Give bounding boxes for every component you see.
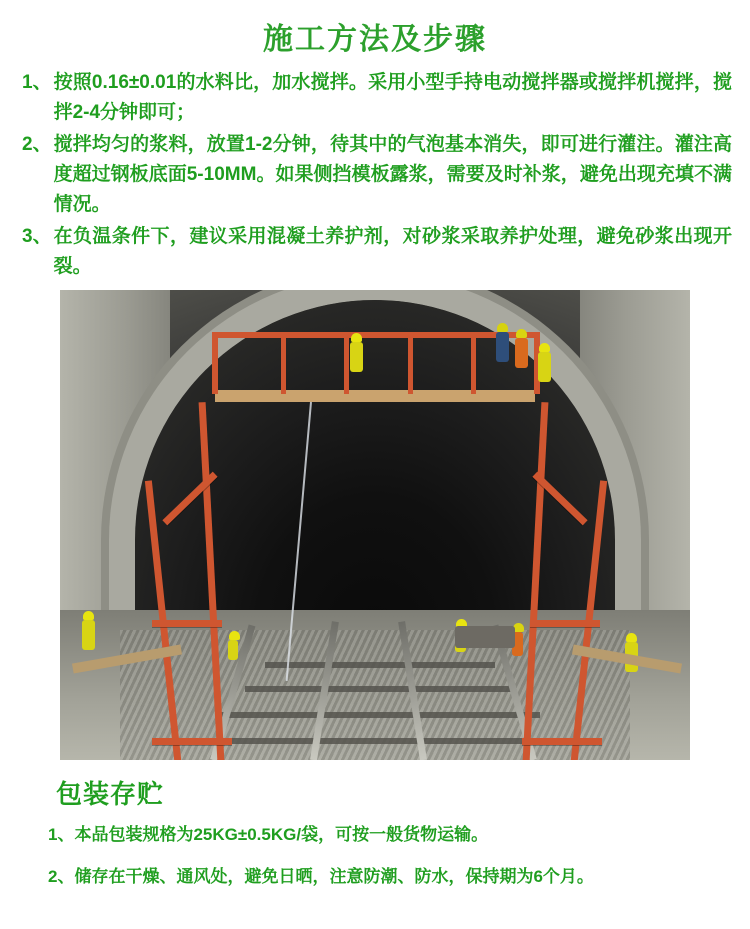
construction-site-photo <box>60 290 690 760</box>
page-root <box>0 14 750 929</box>
list-item <box>48 863 730 891</box>
photo-scaffold-brace <box>152 620 222 627</box>
photo-scaffold-guardrail <box>212 332 540 394</box>
list-item <box>48 821 730 849</box>
step-number: 1、 <box>22 72 52 93</box>
step-text: 在负温条件下，建议采用混凝土养护剂，对砂浆采取养护处理，避免砂浆出现开裂。 <box>53 226 732 277</box>
step-number: 3、 <box>22 226 52 247</box>
photo-scaffold-brace <box>522 738 602 745</box>
step-text: 搅拌均匀的浆料，放置1-2分钟，待其中的气泡基本消失，即可进行灌注。灌注高度超过钢板底面5-10MM。如果侧挡模板露浆，需要及时补浆，避免出现充填不满情况。 <box>53 134 732 215</box>
list-item <box>22 130 732 220</box>
photo-rail-tie <box>220 712 540 718</box>
construction-method-title: 施工方法及步骤 <box>263 23 487 56</box>
step-number: 2、 <box>22 134 52 155</box>
photo-worker <box>496 332 509 362</box>
photo-worker <box>515 338 528 368</box>
packaging-storage-title: 包装存贮 <box>56 779 165 809</box>
photo-rail-tie <box>200 738 560 744</box>
construction-steps-list <box>0 68 750 282</box>
photo-rail-tie <box>245 686 515 692</box>
pack-number: 1、 <box>48 825 75 844</box>
photo-worker <box>538 352 551 382</box>
photo-scaffold-brace <box>152 738 232 745</box>
pack-text: 本品包装规格为25KG±0.5KG/袋，可按一般货物运输。 <box>74 825 489 844</box>
pack-text: 储存在干燥、通风处，避免日晒，注意防潮、防水，保持期为6个月。 <box>74 867 594 886</box>
photo-rail-tie <box>265 662 495 668</box>
list-item <box>22 68 732 128</box>
photo-equipment-cart <box>455 626 515 648</box>
pack-number: 2、 <box>48 867 75 886</box>
photo-worker <box>228 640 238 660</box>
photo-worker <box>350 342 363 372</box>
photo-scaffold-brace <box>530 620 600 627</box>
photo-worker <box>82 620 95 650</box>
step-text: 按照0.16±0.01的水料比，加水搅拌。采用小型手持电动搅拌器或搅拌机搅拌，搅拌2-4分钟即可； <box>53 72 732 123</box>
list-item <box>22 222 732 282</box>
packaging-storage-list <box>0 821 750 891</box>
